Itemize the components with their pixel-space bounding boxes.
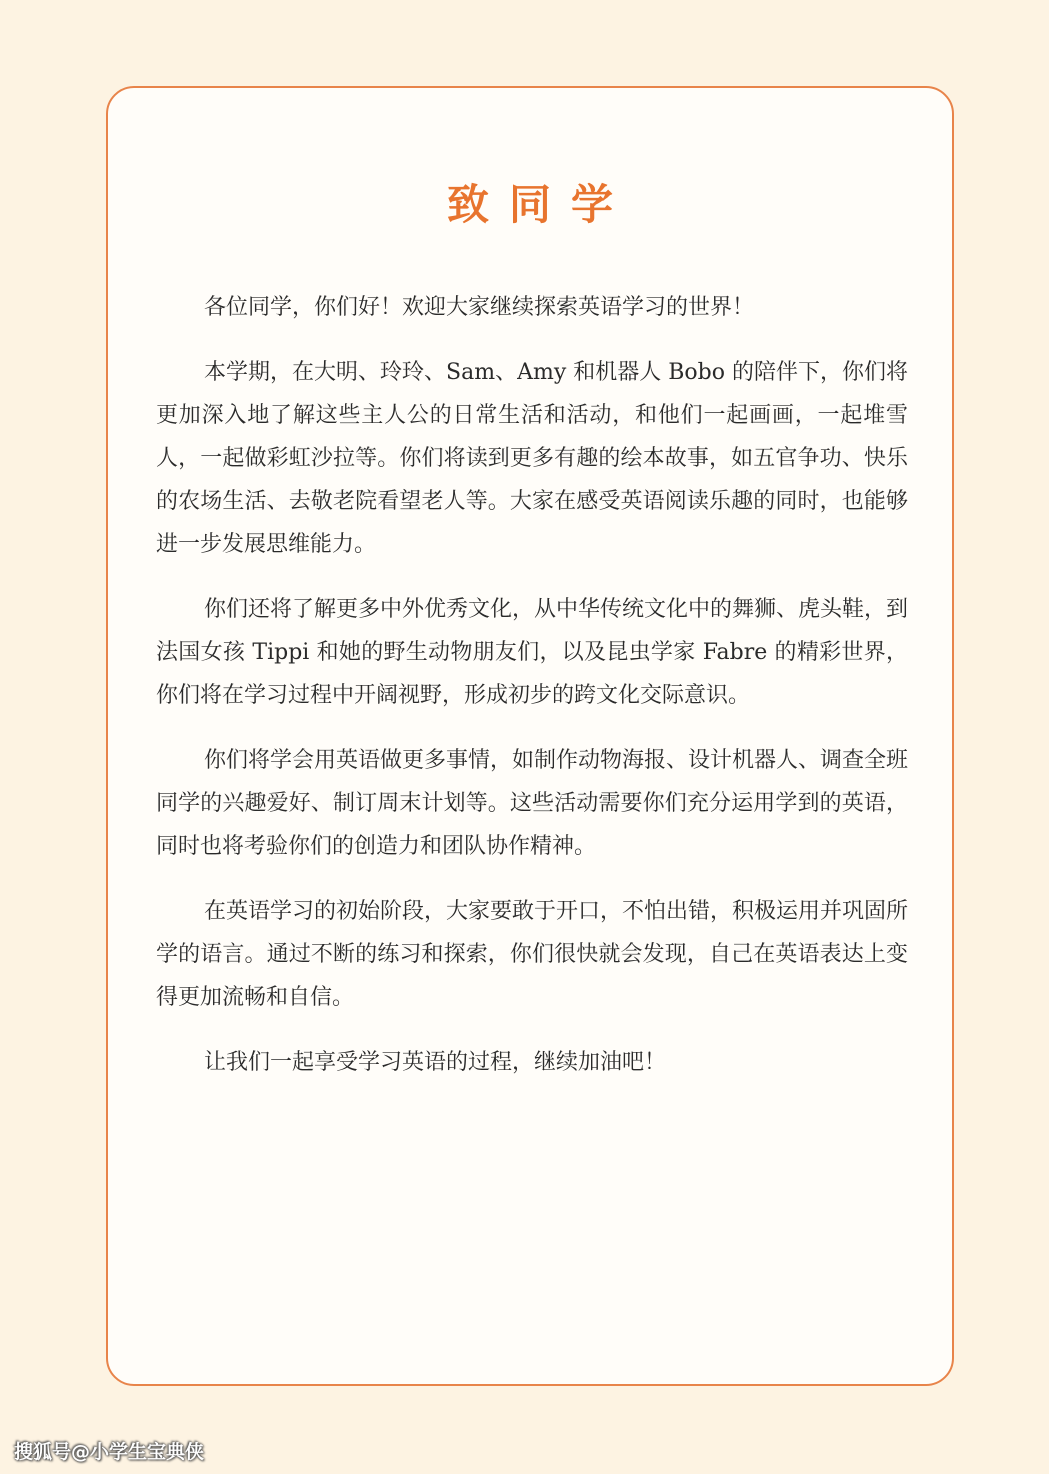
paragraph-practice: 在英语学习的初始阶段，大家要敢于开口，不怕出错，积极运用并巩固所学的语言。通过不断的练习和探索，你们很快就会发现，自己在英语表达上变得更加流畅和自信。 <box>156 899 909 1010</box>
paragraph-activities: 你们将学会用英语做更多事情，如制作动物海报、设计机器人、调查全班同学的兴趣爱好、制订周末计划等。这些活动需要你们充分运用学到的英语，同时也将考验你们的创造力和团队协作精神。 <box>156 748 909 859</box>
paragraph-greeting: 各位同学，你们好！欢迎大家继续探索英语学习的世界！ <box>204 295 755 320</box>
paragraph-culture: 你们还将了解更多中外优秀文化，从中华传统文化中的舞狮、虎头鞋，到法国女孩 Tippi 和她的野生动物朋友们，以及昆虫学家 Fabre 的精彩世界，你们将在学习过程中开阔视野，形成初步的跨文化交际意识。 <box>156 597 909 708</box>
letter-panel <box>106 86 954 1386</box>
paragraph-closing: 让我们一起享受学习英语的过程，继续加油吧！ <box>204 1050 667 1075</box>
watermark-text: 搜狐号@小学生宝典侠 <box>14 1441 205 1463</box>
letter-title: 致同学 <box>446 180 633 229</box>
paragraph-characters: 本学期，在大明、玲玲、Sam、Amy 和机器人 Bobo 的陪伴下，你们将更加深入地了解这些主人公的日常生活和活动，和他们一起画画，一起堆雪人，一起做彩虹沙拉等。你们将读到更多有趣的绘本故事，如五官争功、快乐的农场生活、去敬老院看望老人等。大家在感受英语阅读乐趣的同时，也能够进一步发展思维能力。 <box>156 360 908 557</box>
letter-body <box>156 286 908 1106</box>
